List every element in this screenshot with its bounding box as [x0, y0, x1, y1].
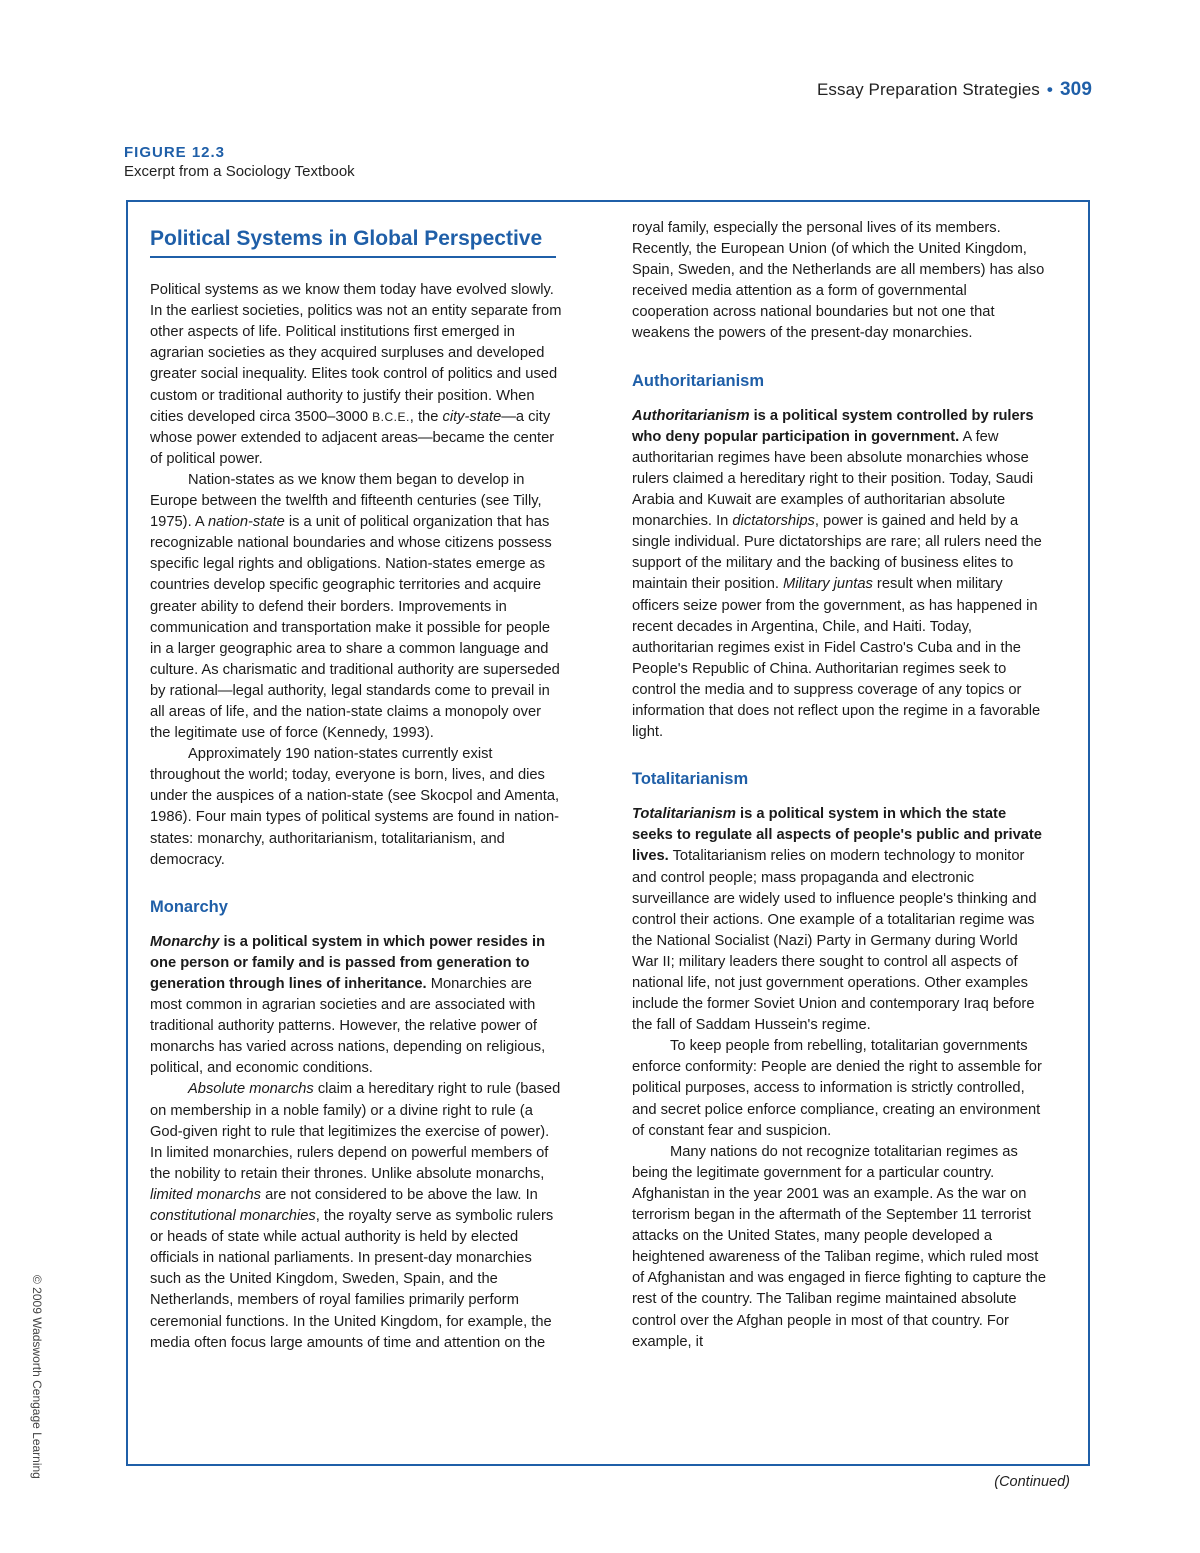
intro-p2-text-b: is a unit of political organization that has recognizable national boundaries and whose citizens possess specific legal rights and obligations. Nation-states emerge as countries develop specific geographic territories and acquire greater ability to defend their borders. Improvements in communication and transportation make it possible for people in a larger geographic area to share a common language and culture. As charismatic and traditional authority are superseded by rational—legal authority, legal standards come to prevail in all areas of life, and the nation-state claims a monopoly over the legitimate use of force (Kennedy, 1993).: [150, 514, 560, 742]
term-monarchy: Monarchy: [150, 933, 220, 950]
authoritarianism-paragraph: [632, 406, 1046, 744]
authoritarianism-definition: is a political system controlled by rulers who deny popular participation in government.: [632, 407, 1034, 445]
totalitarianism-paragraph-2: To keep people from rebelling, totalitarian governments enforce conformity: People are denied the right to assemble for political purposes, access to information is strictly controlled, and secret police enforce compliance, creating an environment of constant fear and suspicion.: [632, 1038, 1042, 1139]
intro-paragraph-3: Approximately 190 nation-states currently exist throughout the world; today, everyone is born, lives, and dies under the auspices of a nation-state (see Skocpol and Amenta, 1986). Four main types of political systems are found in nation-states: monarchy, authoritarianism, totalitarianism, and democracy.: [150, 746, 560, 868]
term-city-state: city-state: [442, 408, 502, 425]
monarchy-paragraph-1: [150, 932, 564, 1080]
intro-p1-text-b: , the: [409, 408, 443, 425]
heading-authoritarianism: Authoritarianism: [632, 371, 765, 390]
totalitarianism-paragraph-3: Many nations do not recognize totalitarian regimes as being the legitimate government for a particular country. Afghanistan in the year 2001 was an example. As the war on terrorism began in the aftermath of the September 11 terrorist attacks on the United States, many people developed a heightened awareness of the Taliban regime, which ruled most of Afghanistan and was engaged in fierce fighting to capture the rest of the country. The Taliban regime maintained absolute control over the Afghan people in most of that country. For example, it: [632, 1143, 1046, 1350]
term-nation-state: nation-state: [207, 514, 285, 531]
authoritarianism-text-b: , power is gained and held by a single individual. Pure dictatorships are rare; all rulers need the support of the military and the backing of business elites to maintain their position.: [632, 513, 1042, 593]
running-head: [817, 79, 1092, 101]
figure-caption: Excerpt from a Sociology Textbook: [124, 163, 355, 180]
monarchy-p2-text-a: claim a hereditary right to rule (based on membership in a noble family) or a divine right to rule (a God-given right to rule that legitimizes the exercise of power). In limited monarchies, rulers depend on powerful members of the nobility to retain their thrones. Unlike absolute monarchs,: [150, 1081, 561, 1182]
continued-label: (Continued): [994, 1474, 1070, 1490]
excerpt-box: [126, 200, 1090, 1466]
totalitarianism-paragraph-1: [632, 804, 1046, 1036]
totalitarianism-p1-text: Totalitarianism relies on modern technology to monitor and control people; mass propaganda and electronic surveillance are widely used to influence people's thinking and control their actions. One example of a totalitarian regime was the National Socialist (Nazi) Party in Germany during World War II; military leaders there sought to control all aspects of national life, not just government operations. Other examples include the former Soviet Union and contemporary Iraq before the fall of Saddam Hussein's regime.: [632, 848, 1037, 1034]
left-column: [150, 216, 564, 1354]
monarchy-p1-text: Monarchies are most common in agrarian societies and are associated with traditional authority patterns. However, the relative power of monarchs has varied across nations, depending on religious, political, and economic conditions.: [150, 976, 546, 1077]
intro-p2-text-a: Nation-states as we know them began to develop in Europe between the twelfth and fifteenth centuries (see Tilly, 1975). A: [150, 471, 542, 531]
intro-p1-text-a: Political systems as we know them today have evolved slowly. In the earliest societies, politics was not an entity separate from other aspects of life. Political institutions first emerged in agrarian societies as they acquired surpluses and developed greater social inequality. Elites took control of politics and used custom or traditional authority to justify their position. When cities developed circa 3500–3000: [150, 282, 562, 425]
intro-p1-text-c: —a city whose power extended to adjacent areas—became the center of political power.: [150, 408, 555, 467]
term-military-juntas: Military juntas: [783, 576, 873, 593]
term-absolute-monarchs: Absolute monarchs: [188, 1081, 314, 1098]
page-number: 309: [1059, 79, 1092, 100]
monarchy-p2-text-b: are not considered to be above the law. In: [261, 1186, 538, 1203]
term-constitutional-monarchies: constitutional monarchies: [150, 1208, 316, 1225]
right-column: [632, 218, 1046, 1353]
bullet-separator: •: [1046, 80, 1053, 99]
running-head-title: Essay Preparation Strategies: [816, 80, 1040, 99]
era-label: B.C.E.: [372, 409, 410, 424]
heading-monarchy: Monarchy: [150, 897, 228, 916]
intro-paragraph-1: [150, 280, 564, 470]
article-title: Political Systems in Global Perspective: [150, 228, 556, 258]
authoritarianism-text-a: A few authoritarian regimes have been absolute monarchies whose rulers claimed a hereditary right to their position. Today, Saudi Arabia and Kuwait are examples of authoritarian absolute monarchies. In: [632, 428, 1034, 530]
term-limited-monarchs: limited monarchs: [150, 1186, 262, 1203]
authoritarianism-text-c: result when military officers seize power from the government, as has happened in recent decades in Argentina, Chile, and Haiti. Today, authoritarian regimes exist in Fidel Castro's Cuba and in the People's Republic of China. Authoritarian regimes seek to control the media and to suppress coverage of any topics or information that does not reflect upon the regime in a favorable light.: [632, 576, 1041, 741]
monarchy-paragraph-2-continued: royal family, especially the personal lives of its members. Recently, the European Union (of which the United Kingdom, Spain, Sweden, and the Netherlands are all members) has also received media attention as a form of governmental cooperation across national boundaries but not one that weakens the powers of the present-day monarchies.: [632, 220, 1045, 342]
term-dictatorships: dictatorships: [732, 513, 815, 530]
term-totalitarianism: Totalitarianism: [632, 806, 736, 823]
term-authoritarianism: Authoritarianism: [632, 407, 750, 424]
figure-label: FIGURE 12.3: [124, 144, 226, 161]
intro-paragraph-2: [150, 470, 564, 744]
copyright-notice: © 2009 Wadsworth Cengage Learning: [30, 1275, 44, 1479]
monarchy-p2-text-c: , the royalty serve as symbolic rulers or heads of state while actual authority is held by elected officials in national parliaments. In present-day monarchies such as the United Kingdom, Sweden, Spain, and the Netherlands, members of royal families primarily perform ceremonial functions. In the United Kingdom, for example, the media often focus large amounts of time and attention on the: [150, 1208, 554, 1351]
monarchy-paragraph-2: [150, 1079, 564, 1353]
heading-totalitarianism: Totalitarianism: [632, 770, 749, 789]
monarchy-definition: is a political system in which power resides in one person or family and is passed from generation to generation through lines of inheritance.: [150, 933, 546, 992]
totalitarianism-definition: is a political system in which the state seeks to regulate all aspects of people's public and private lives.: [632, 806, 1042, 865]
